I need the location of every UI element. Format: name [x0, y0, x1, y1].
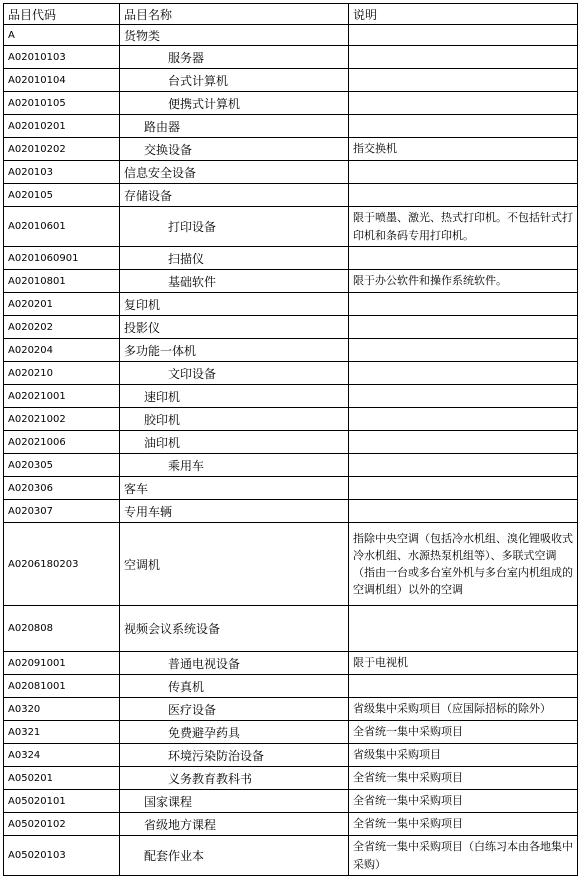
code-cell: A050201	[4, 767, 120, 790]
table-row	[4, 408, 578, 431]
table-row	[4, 500, 578, 523]
note-cell	[349, 339, 578, 362]
code-cell: A05020103	[4, 836, 120, 876]
code-cell: A02010801	[4, 270, 120, 293]
code-cell: A0320	[4, 698, 120, 721]
note-cell	[349, 46, 578, 69]
name-cell: 专用车辆	[120, 500, 349, 523]
name-cell: 空调机	[120, 523, 349, 606]
note-cell	[349, 92, 578, 115]
note-cell: 限于电视机	[349, 652, 578, 675]
name-cell: 打印设备	[120, 207, 349, 247]
name-cell: 客车	[120, 477, 349, 500]
name-cell: 视频会议系统设备	[120, 606, 349, 652]
table-row	[4, 247, 578, 270]
table-row	[4, 652, 578, 675]
table-row	[4, 744, 578, 767]
header-code: 品目代码	[4, 4, 120, 25]
note-cell: 全省统一集中采购项目	[349, 767, 578, 790]
code-cell: A0321	[4, 721, 120, 744]
table-row	[4, 813, 578, 836]
code-cell: A02091001	[4, 652, 120, 675]
table-row	[4, 270, 578, 293]
code-cell: A020103	[4, 161, 120, 184]
table-row	[4, 767, 578, 790]
header-name: 品目名称	[120, 4, 349, 25]
note-cell	[349, 293, 578, 316]
code-cell: A02021002	[4, 408, 120, 431]
note-cell	[349, 431, 578, 454]
table-row	[4, 339, 578, 362]
code-cell: A	[4, 25, 120, 46]
table-row	[4, 161, 578, 184]
code-cell: A0201060901	[4, 247, 120, 270]
note-cell	[349, 184, 578, 207]
note-cell	[349, 161, 578, 184]
name-cell: 免费避孕药具	[120, 721, 349, 744]
code-cell: A02010202	[4, 138, 120, 161]
code-cell: A02010601	[4, 207, 120, 247]
name-cell: 省级地方课程	[120, 813, 349, 836]
name-cell: 扫描仪	[120, 247, 349, 270]
table-row	[4, 790, 578, 813]
name-cell: 环境污染防治设备	[120, 744, 349, 767]
table-row	[4, 46, 578, 69]
code-cell: A02021006	[4, 431, 120, 454]
note-cell	[349, 606, 578, 652]
name-cell: 配套作业本	[120, 836, 349, 876]
name-cell: 传真机	[120, 675, 349, 698]
name-cell: 路由器	[120, 115, 349, 138]
note-cell	[349, 316, 578, 339]
table-row	[4, 138, 578, 161]
note-cell: 省级集中采购项目	[349, 744, 578, 767]
code-cell: A020210	[4, 362, 120, 385]
note-cell	[349, 362, 578, 385]
note-cell	[349, 69, 578, 92]
note-cell: 限于办公软件和操作系统软件。	[349, 270, 578, 293]
note-cell: 指除中央空调（包括冷水机组、溴化锂吸收式冷水机组、水源热泵机组等）、多联式空调（指由一台或多台室外机与多台室内机组成的空调机组）以外的空调	[349, 523, 578, 606]
name-cell: 国家课程	[120, 790, 349, 813]
note-cell: 全省统一集中采购项目	[349, 813, 578, 836]
note-cell	[349, 500, 578, 523]
code-cell: A020105	[4, 184, 120, 207]
note-cell	[349, 385, 578, 408]
note-cell	[349, 25, 578, 46]
table-row	[4, 477, 578, 500]
name-cell: 复印机	[120, 293, 349, 316]
note-cell	[349, 477, 578, 500]
header-note: 说明	[349, 4, 578, 25]
code-cell: A05020102	[4, 813, 120, 836]
note-cell: 省级集中采购项目（应国际招标的除外）	[349, 698, 578, 721]
table-row	[4, 385, 578, 408]
table-row	[4, 431, 578, 454]
name-cell: 速印机	[120, 385, 349, 408]
table-row	[4, 316, 578, 339]
table-row	[4, 606, 578, 652]
table-body	[4, 25, 578, 876]
name-cell: 交换设备	[120, 138, 349, 161]
note-cell	[349, 115, 578, 138]
table-row	[4, 207, 578, 247]
code-cell: A02010103	[4, 46, 120, 69]
name-cell: 医疗设备	[120, 698, 349, 721]
name-cell: 文印设备	[120, 362, 349, 385]
name-cell: 普通电视设备	[120, 652, 349, 675]
name-cell: 多功能一体机	[120, 339, 349, 362]
table-row	[4, 362, 578, 385]
note-cell: 限于喷墨、激光、热式打印机。不包括针式打印机和条码专用打印机。	[349, 207, 578, 247]
table-row	[4, 115, 578, 138]
code-cell: A020808	[4, 606, 120, 652]
code-cell: A020305	[4, 454, 120, 477]
code-cell: A02010201	[4, 115, 120, 138]
code-cell: A02081001	[4, 675, 120, 698]
code-cell: A020201	[4, 293, 120, 316]
table-row	[4, 69, 578, 92]
table-row	[4, 698, 578, 721]
name-cell: 服务器	[120, 46, 349, 69]
table-row	[4, 293, 578, 316]
table-row	[4, 523, 578, 606]
table-header-row	[4, 4, 578, 25]
table-row	[4, 836, 578, 876]
note-cell	[349, 454, 578, 477]
name-cell: 胶印机	[120, 408, 349, 431]
note-cell: 全省统一集中采购项目	[349, 721, 578, 744]
note-cell: 全省统一集中采购项目	[349, 790, 578, 813]
table-row	[4, 721, 578, 744]
name-cell: 台式计算机	[120, 69, 349, 92]
table-row	[4, 675, 578, 698]
code-cell: A02021001	[4, 385, 120, 408]
name-cell: 基础软件	[120, 270, 349, 293]
name-cell: 乘用车	[120, 454, 349, 477]
code-cell: A020307	[4, 500, 120, 523]
note-cell: 全省统一集中采购项目（白练习本由各地集中采购）	[349, 836, 578, 876]
procurement-catalog-table	[3, 3, 578, 876]
code-cell: A02010104	[4, 69, 120, 92]
code-cell: A05020101	[4, 790, 120, 813]
name-cell: 义务教育教科书	[120, 767, 349, 790]
table-row	[4, 25, 578, 46]
note-cell	[349, 247, 578, 270]
code-cell: A020204	[4, 339, 120, 362]
name-cell: 存储设备	[120, 184, 349, 207]
name-cell: 货物类	[120, 25, 349, 46]
table-row	[4, 184, 578, 207]
name-cell: 油印机	[120, 431, 349, 454]
code-cell: A02010105	[4, 92, 120, 115]
note-cell	[349, 675, 578, 698]
code-cell: A020202	[4, 316, 120, 339]
note-cell: 指交换机	[349, 138, 578, 161]
code-cell: A020306	[4, 477, 120, 500]
name-cell: 便携式计算机	[120, 92, 349, 115]
code-cell: A0206180203	[4, 523, 120, 606]
code-cell: A0324	[4, 744, 120, 767]
note-cell	[349, 408, 578, 431]
name-cell: 投影仪	[120, 316, 349, 339]
table-row	[4, 454, 578, 477]
name-cell: 信息安全设备	[120, 161, 349, 184]
table-row	[4, 92, 578, 115]
